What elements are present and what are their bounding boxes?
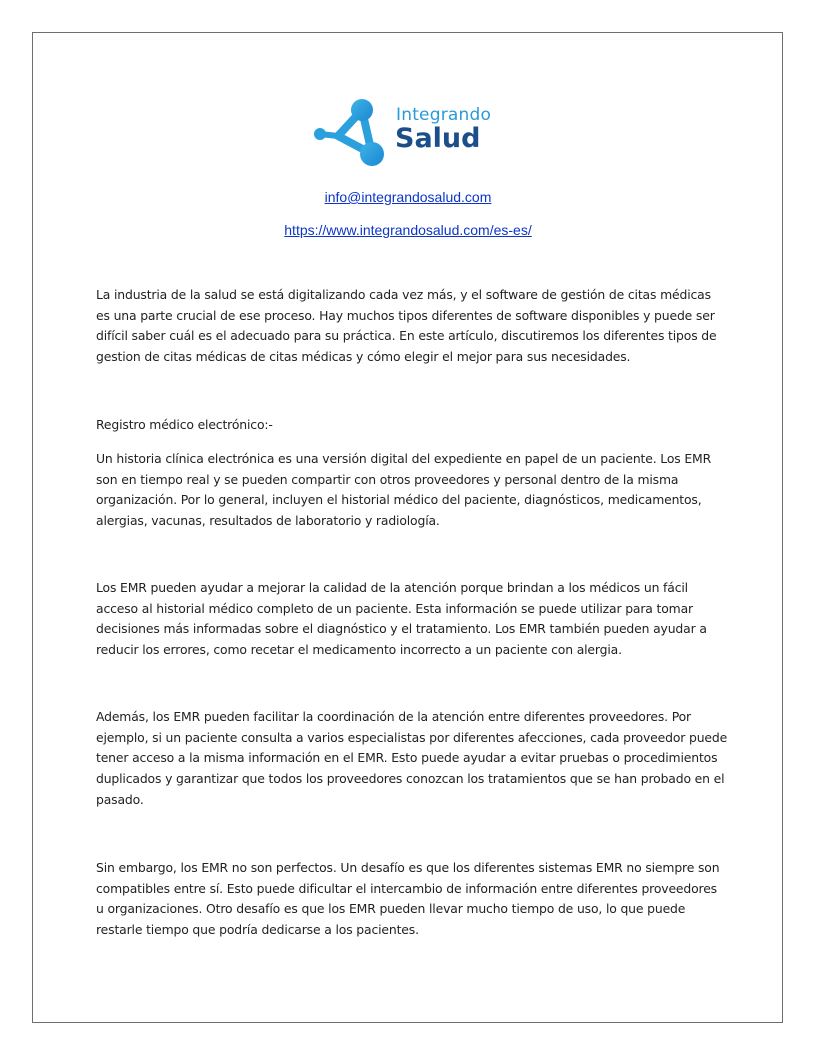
paragraph-2: Los EMR pueden ayudar a mejorar la calidad de la atención porque brindan a los médicos un fácil acceso al historial médico completo de un paciente. Esta información se puede utilizar para tomar decisiones más informadas sobre el diagnóstico y el tratamiento. Los EMR también pueden ayudar a reducir los errores, como recetar el medicamento incorrecto a un paciente con alergia. [96, 580, 707, 658]
logo-word-integrando: Integrando [396, 105, 492, 125]
logo-word-salud: Salud [395, 123, 481, 154]
email-link[interactable]: info@integrandosalud.com [324, 189, 492, 205]
integrando-salud-logo [312, 98, 512, 170]
paragraph-4: Sin embargo, los EMR no son perfectos. Un desafío es que los diferentes sistemas EMR no siempre son compatibles entre sí. Esto puede dificultar el intercambio de información entre diferentes proveedores u organizaciones. Otro desafío es que los EMR pueden llevar mucho tiempo de uso, lo que puede restarle tiempo que podría dedicarse a los pacientes. [96, 860, 720, 938]
paragraph-1: Un historia clínica electrónica es una versión digital del expediente en papel de un paciente. Los EMR son en tiempo real y se pueden compartir con otros proveedores y personal dentro de la misma organización. Por lo general, incluyen el historial médico del paciente, diagnósticos, medicamentos, alergias, vacunas, resultados de laboratorio y radiología. [96, 451, 712, 529]
section-heading: Registro médico electrónico:- [96, 417, 273, 432]
intro-paragraph: La industria de la salud se está digitalizando cada vez más, y el software de gestión de citas médicas es una parte crucial de ese proceso. Hay muchos tipos diferentes de software disponibles y puede ser difícil saber cuál es el adecuado para su práctica. En este artículo, discutiremos los diferentes tipos de gestion de citas médicas de citas médicas y cómo elegir el mejor para sus necesidades. [96, 287, 717, 365]
paragraph-3: Además, los EMR pueden facilitar la coordinación de la atención entre diferentes proveedores. Por ejemplo, si un paciente consulta a varios especialistas por diferentes afecciones, cada proveedor puede tener acceso a la misma información en el EMR. Esto puede ayudar a evitar pruebas o procedimientos duplicados y garantizar que todos los proveedores conozcan los tratamientos que se han probado en el pasado. [96, 709, 728, 807]
website-link[interactable]: https://www.integrandosalud.com/es-es/ [284, 222, 532, 238]
molecule-logo-icon [312, 98, 396, 170]
